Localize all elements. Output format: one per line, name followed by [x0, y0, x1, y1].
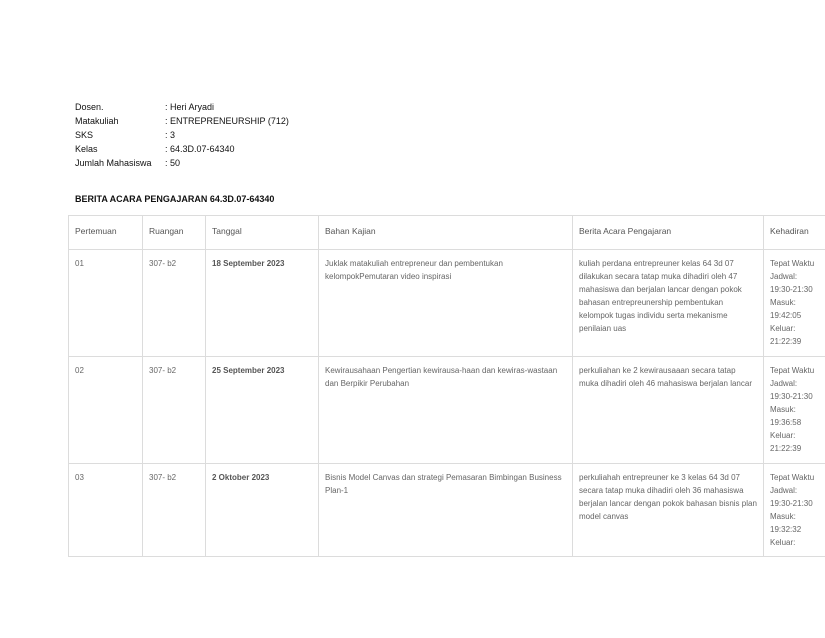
- info-row-jumlah: [75, 156, 289, 170]
- kehadiran-keluar-label: Keluar:: [770, 538, 796, 547]
- cell-berita-acara: perkuliahan ke 2 kewirausaaan secara tatap muka dihadiri oleh 46 mahasiswa berjalan lancar: [573, 357, 764, 464]
- cell-ruangan: 307- b2: [143, 464, 206, 557]
- kehadiran-jadwal-label: Jadwal:: [770, 379, 798, 388]
- kehadiran-jadwal-value: 19:30-21:30: [770, 392, 813, 401]
- header-berita-acara: Berita Acara Pengajaran: [573, 216, 764, 250]
- cell-pertemuan: 03: [69, 464, 143, 557]
- kehadiran-jadwal-value: 19:30-21:30: [770, 285, 813, 294]
- report-table: [68, 215, 825, 557]
- info-label: Dosen.: [75, 102, 104, 112]
- kehadiran-masuk-label: Masuk:: [770, 405, 796, 414]
- cell-kehadiran: [764, 250, 825, 357]
- kehadiran-keluar-value: 21:22:39: [770, 444, 802, 453]
- header-tanggal: Tanggal: [206, 216, 319, 250]
- info-row-kelas: [75, 142, 289, 156]
- cell-kehadiran: [764, 464, 825, 557]
- header-bahan-kajian: Bahan Kajian: [319, 216, 573, 250]
- course-info: [75, 100, 289, 170]
- kehadiran-jadwal-value: 19:30-21:30: [770, 499, 813, 508]
- kehadiran-jadwal-label: Jadwal:: [770, 486, 798, 495]
- info-value: : 64.3D.07-64340: [165, 144, 235, 154]
- cell-bahan-kajian: Juklak matakuliah entrepreneur dan pembentukan kelompokPemutaran video inspirasi: [319, 250, 573, 357]
- cell-pertemuan: 02: [69, 357, 143, 464]
- cell-berita-acara: perkuliahah entrepreuner ke 3 kelas 64 3d 07 secara tatap muka dihadiri oleh 36 mahasiswa berjalan lancar dengan pokok bahasan bisnis plan model canvas: [573, 464, 764, 557]
- info-row-sks: [75, 128, 289, 142]
- kehadiran-keluar-label: Keluar:: [770, 431, 796, 440]
- report-title: BERITA ACARA PENGAJARAN 64.3D.07-64340: [75, 194, 275, 204]
- cell-bahan-kajian: Kewirausahaan Pengertian kewirausa-haan dan kewiras-wastaan dan Berpikir Perubahan: [319, 357, 573, 464]
- table-row: [69, 250, 825, 357]
- kehadiran-status: Tepat Waktu: [770, 366, 815, 375]
- kehadiran-status: Tepat Waktu: [770, 259, 815, 268]
- cell-ruangan: 307- b2: [143, 357, 206, 464]
- info-value: : Heri Aryadi: [165, 102, 215, 112]
- info-label: Jumlah Mahasiswa: [75, 158, 152, 168]
- kehadiran-jadwal-label: Jadwal:: [770, 272, 798, 281]
- cell-ruangan: 307- b2: [143, 250, 206, 357]
- info-value: : ENTREPRENEURSHIP (712): [165, 116, 289, 126]
- cell-kehadiran: [764, 357, 825, 464]
- header-ruangan: Ruangan: [143, 216, 206, 250]
- kehadiran-keluar-value: 21:22:39: [770, 337, 802, 346]
- info-value: : 3: [165, 130, 176, 140]
- info-row-dosen: [75, 100, 289, 114]
- kehadiran-status: Tepat Waktu: [770, 473, 815, 482]
- cell-bahan-kajian: Bisnis Model Canvas dan strategi Pemasaran Bimbingan Business Plan-1: [319, 464, 573, 557]
- kehadiran-keluar-label: Keluar:: [770, 324, 796, 333]
- kehadiran-masuk-label: Masuk:: [770, 298, 796, 307]
- cell-berita-acara: kuliah perdana entrepreuner kelas 64 3d 07 dilakukan secara tatap muka dihadiri oleh 47 mahasiswa dan berjalan lancar dengan pokok bahasan entrepreunership pembentukan kelompok tugas individu serta mekanisme penilaian uas: [573, 250, 764, 357]
- info-label: SKS: [75, 130, 94, 140]
- header-kehadiran: Kehadiran: [764, 216, 825, 250]
- kehadiran-masuk-value: 19:32:32: [770, 525, 802, 534]
- kehadiran-masuk-value: 19:36:58: [770, 418, 802, 427]
- info-row-matakuliah: [75, 114, 289, 128]
- cell-tanggal: 25 September 2023: [206, 357, 319, 464]
- cell-tanggal: 18 September 2023: [206, 250, 319, 357]
- cell-tanggal: 2 Oktober 2023: [206, 464, 319, 557]
- kehadiran-masuk-value: 19:42:05: [770, 311, 802, 320]
- cell-pertemuan: 01: [69, 250, 143, 357]
- table-header-row: [69, 216, 825, 250]
- header-pertemuan: Pertemuan: [69, 216, 143, 250]
- info-label: Matakuliah: [75, 116, 119, 126]
- table-row: [69, 464, 825, 557]
- table-row: [69, 357, 825, 464]
- info-value: : 50: [165, 158, 181, 168]
- info-label: Kelas: [75, 144, 98, 154]
- kehadiran-masuk-label: Masuk:: [770, 512, 796, 521]
